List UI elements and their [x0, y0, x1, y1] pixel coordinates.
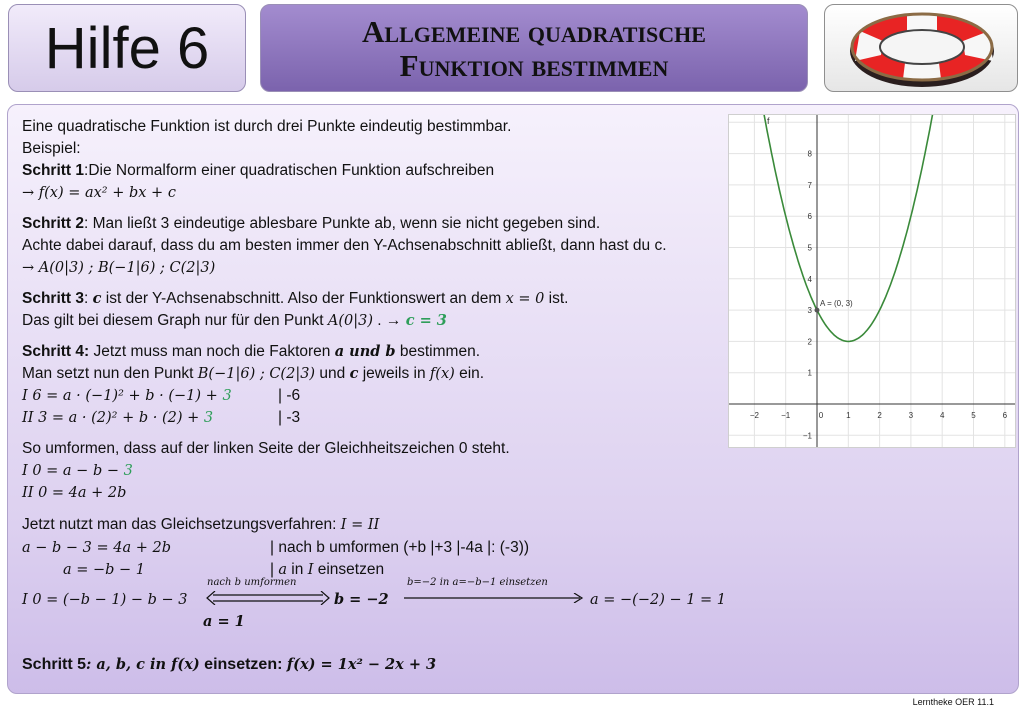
y-tick-label: 2 [807, 337, 812, 347]
point-A-label: A = (0, 3) [820, 299, 853, 309]
function-graph [728, 114, 1016, 448]
equate-eq-1: a − b − 3 = 4a + 2b [22, 540, 172, 556]
example-label: Beispiel: [22, 140, 81, 157]
equate-line: Jetzt nutzt man das Gleichsetzungsverfahren: I = II [22, 516, 380, 533]
equation-I: I 6 = a · (−1)² + b · (−1) + 3 [22, 388, 232, 404]
equate-eq-3: I 0 = (−b − 1) − b − 3 [22, 592, 188, 608]
result-a-calc: a = −(−2) − 1 = 1 [590, 592, 727, 608]
equate-eq-2-op: | a in I einsetzen [270, 561, 385, 578]
step-2: Schritt 2: Man ließt 3 eindeutige ablesbare Punkte ab, wenn sie nicht gegeben sind. [22, 215, 601, 232]
title-line-2: Funktion bestimmen [399, 48, 669, 83]
x-tick-label: 3 [908, 411, 914, 420]
x-tick-label: 2 [877, 411, 882, 420]
hilfe-badge [8, 4, 246, 92]
rearrange-line: So umformen, dass auf der linken Seite der Gleichheitszeichen 0 steht. [22, 440, 510, 457]
arrow-2-label: b=−2 in a=−b−1 einsetzen [407, 577, 548, 588]
step-3: Schritt 3: c ist der Y-Achsenabschnitt. Also der Funktionswert an dem x = 0 ist. [22, 290, 569, 307]
lifebuoy-icon [825, 5, 1019, 93]
step-5: Schritt 5: a, b, c in f(x) einsetzen: f(x) = 1x² − 2x + 3 [22, 656, 437, 673]
arrow-1-label: nach b umformen [207, 577, 297, 588]
x-tick-label: 1 [846, 411, 851, 420]
y-tick-label: 8 [807, 149, 812, 159]
step-4: Schritt 4: Jetzt muss man noch die Faktoren a und b bestimmen. [22, 343, 480, 360]
result-b: b = −2 [334, 591, 389, 608]
equate-eq-1-op: | nach b umformen (+b |+3 |-4a |: (-3)) [270, 539, 530, 556]
title-banner [260, 4, 808, 92]
step-2-points: → A(0|3) ; B(−1|6) ; C(2|3) [22, 260, 216, 276]
x-tick-label: 0 [818, 411, 824, 420]
footer-label: Lerntheke OER 11.1 [912, 697, 994, 707]
y-tick-label: 1 [807, 368, 812, 378]
y-tick-label: 5 [807, 243, 812, 253]
y-tick-label: 4 [807, 274, 812, 284]
step-2-line-2: Achte dabei darauf, dass du am besten immer den Y-Achsenabschnitt abließt, dann hast du c. [22, 237, 667, 254]
equation-II-operation: | -3 [278, 409, 301, 426]
y-tick-label: 7 [807, 180, 812, 190]
step-3-line-2: Das gilt bei diesem Graph nur für den Punkt A(0|3) . → c = 3 [22, 312, 447, 329]
double-arrow-1 [205, 591, 331, 605]
x-tick-label: 6 [1002, 411, 1008, 420]
hilfe-label: Hilfe 6 [44, 16, 210, 81]
x-tick-label: 5 [971, 411, 976, 420]
step-1: Schritt 1:Die Normalform einer quadratischen Funktion aufschreiben [22, 162, 495, 179]
equate-eq-2: a = −b − 1 [63, 562, 146, 578]
x-tick-label: −2 [749, 411, 759, 420]
equation-II: II 3 = a · (2)² + b · (2) + 3 [22, 410, 214, 426]
x-tick-label: 4 [939, 411, 945, 420]
y-tick-label: 6 [807, 212, 812, 222]
y-tick-label: −1 [802, 431, 812, 441]
rearranged-I: I 0 = a − b − 3 [22, 463, 133, 479]
y-tick-label: 3 [807, 306, 812, 316]
step-4-line-2: Man setzt nun den Punkt B(−1|6) ; C(2|3) und c jeweils in f(x) ein. [22, 365, 485, 382]
graph-svg [729, 115, 1015, 447]
title-line-1: Allgemeine quadratische [362, 14, 706, 49]
point-A [815, 308, 820, 313]
function-label: f [767, 116, 770, 126]
equation-I-operation: | -6 [278, 387, 301, 404]
intro-line: Eine quadratische Funktion ist durch drei Punkte eindeutig bestimmbar. [22, 118, 512, 135]
rearranged-II: II 0 = 4a + 2b [22, 485, 127, 501]
arrow-2 [404, 593, 584, 603]
result-a: a = 1 [203, 613, 245, 630]
step-1-formula: → f(x) = ax² + bx + c [22, 185, 176, 201]
x-tick-label: −1 [781, 411, 791, 420]
lifebuoy-icon-box [824, 4, 1018, 92]
